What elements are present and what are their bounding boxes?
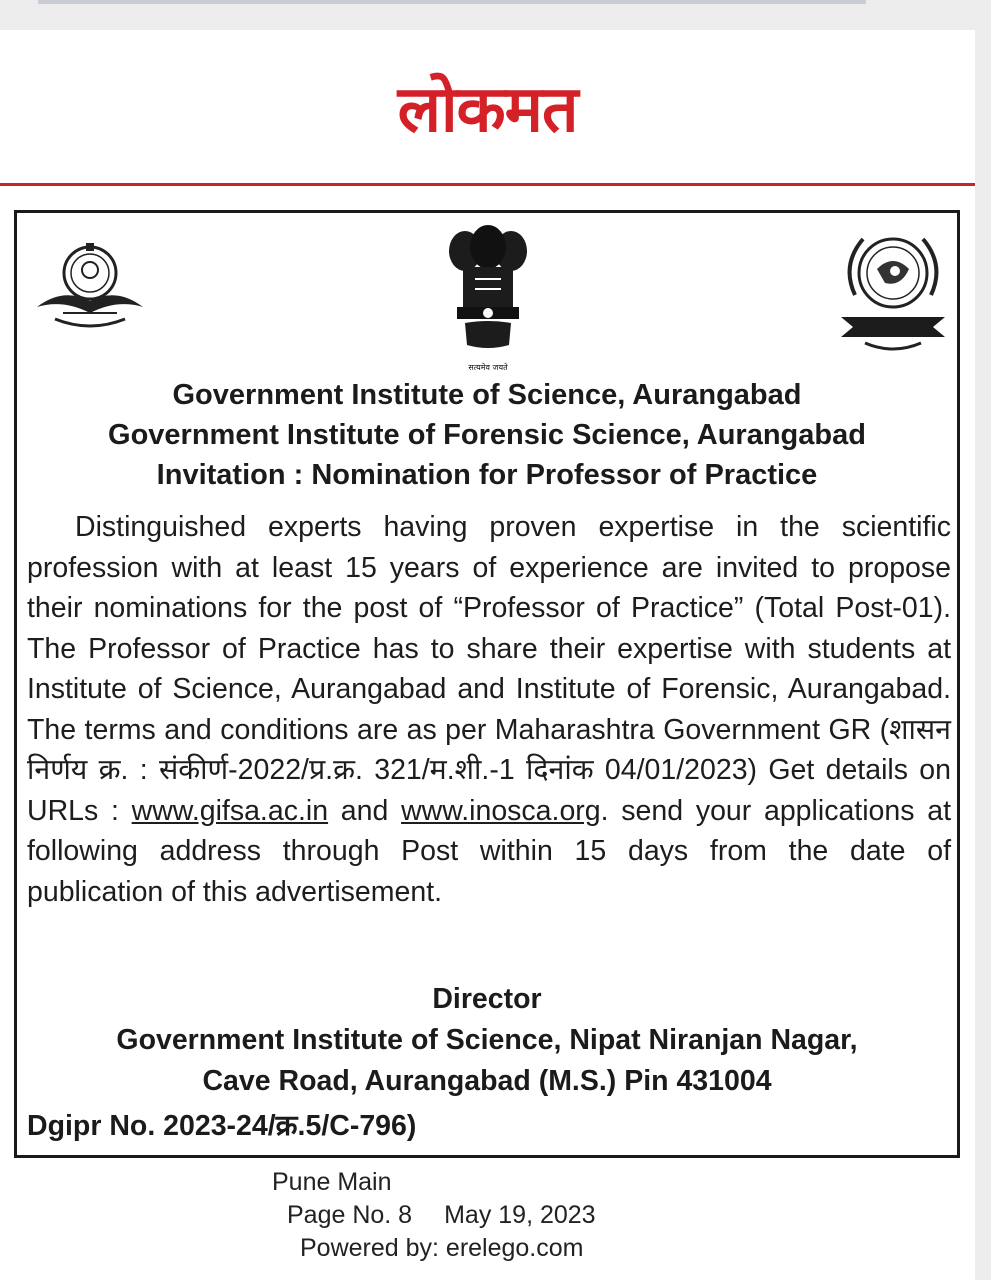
- body-text-main: Distinguished experts having proven expertise in the scientific profession with at least 15 years of experience are invited to propose their nominations for the post of “Professor of Practice” (Total Post-01). The Professor of Practice has to share their expertise with students at Institute of Science, Aurangabad and Institute of Forensic, Aurangabad. The terms and conditions are as per Maharashtra Government GR (शासन निर्णय क्र. : संकीर्ण-2022/प्र.क्र. 321/म.शी.-1 दिनांक 04/01/2023) Get details on URLs :: [27, 511, 951, 827]
- footer-powered-by: Powered by: erelego.com: [300, 1234, 584, 1262]
- footer-page-date: [287, 1199, 596, 1232]
- gifsa-link[interactable]: www.gifsa.ac.in: [131, 794, 329, 827]
- institute-science-logo-icon: [33, 235, 147, 335]
- body-and: and: [328, 794, 402, 827]
- advertisement-box: [14, 210, 960, 1158]
- body-text-end: . send your applications at following address through Post within 15 days from the date of publication of this advertisement.: [27, 794, 951, 908]
- newspaper-page: [0, 30, 975, 1280]
- title-institute-forensic: Government Institute of Forensic Science, Aurangabad: [108, 419, 866, 451]
- newspaper-masthead: [0, 70, 975, 150]
- footer-date: May 19, 2023: [444, 1201, 596, 1229]
- footer-page-number: Page No. 8: [287, 1201, 413, 1229]
- advertisement-titles: [17, 375, 957, 495]
- masthead-title: लोकमत: [397, 72, 578, 147]
- title-invitation: Invitation : Nomination for Professor of Practice: [156, 459, 818, 491]
- dgipr-number: Dgipr No. 2023-24/क्र.5/C-796): [27, 1110, 417, 1142]
- forensic-institute-logo-icon: [837, 225, 949, 355]
- title-institute-science: Government Institute of Science, Aurangabad: [172, 379, 802, 411]
- inosca-link[interactable]: www.inosca.org: [401, 794, 601, 827]
- advertisement-body: [27, 507, 951, 912]
- contact-address: [17, 979, 957, 1102]
- address-line-1: Government Institute of Science, Nipat Niranjan Nagar,: [116, 1024, 858, 1056]
- ashoka-emblem-icon: [445, 223, 531, 357]
- footer-edition: Pune Main: [272, 1168, 392, 1196]
- address-line-2: Cave Road, Aurangabad (M.S.) Pin 431004: [202, 1065, 772, 1097]
- national-emblem: [445, 223, 531, 375]
- browser-top-bar: [38, 0, 866, 4]
- address-director: Director: [432, 983, 542, 1015]
- emblem-motto: सत्यमेव जयते: [468, 363, 508, 372]
- masthead-rule: [0, 183, 975, 186]
